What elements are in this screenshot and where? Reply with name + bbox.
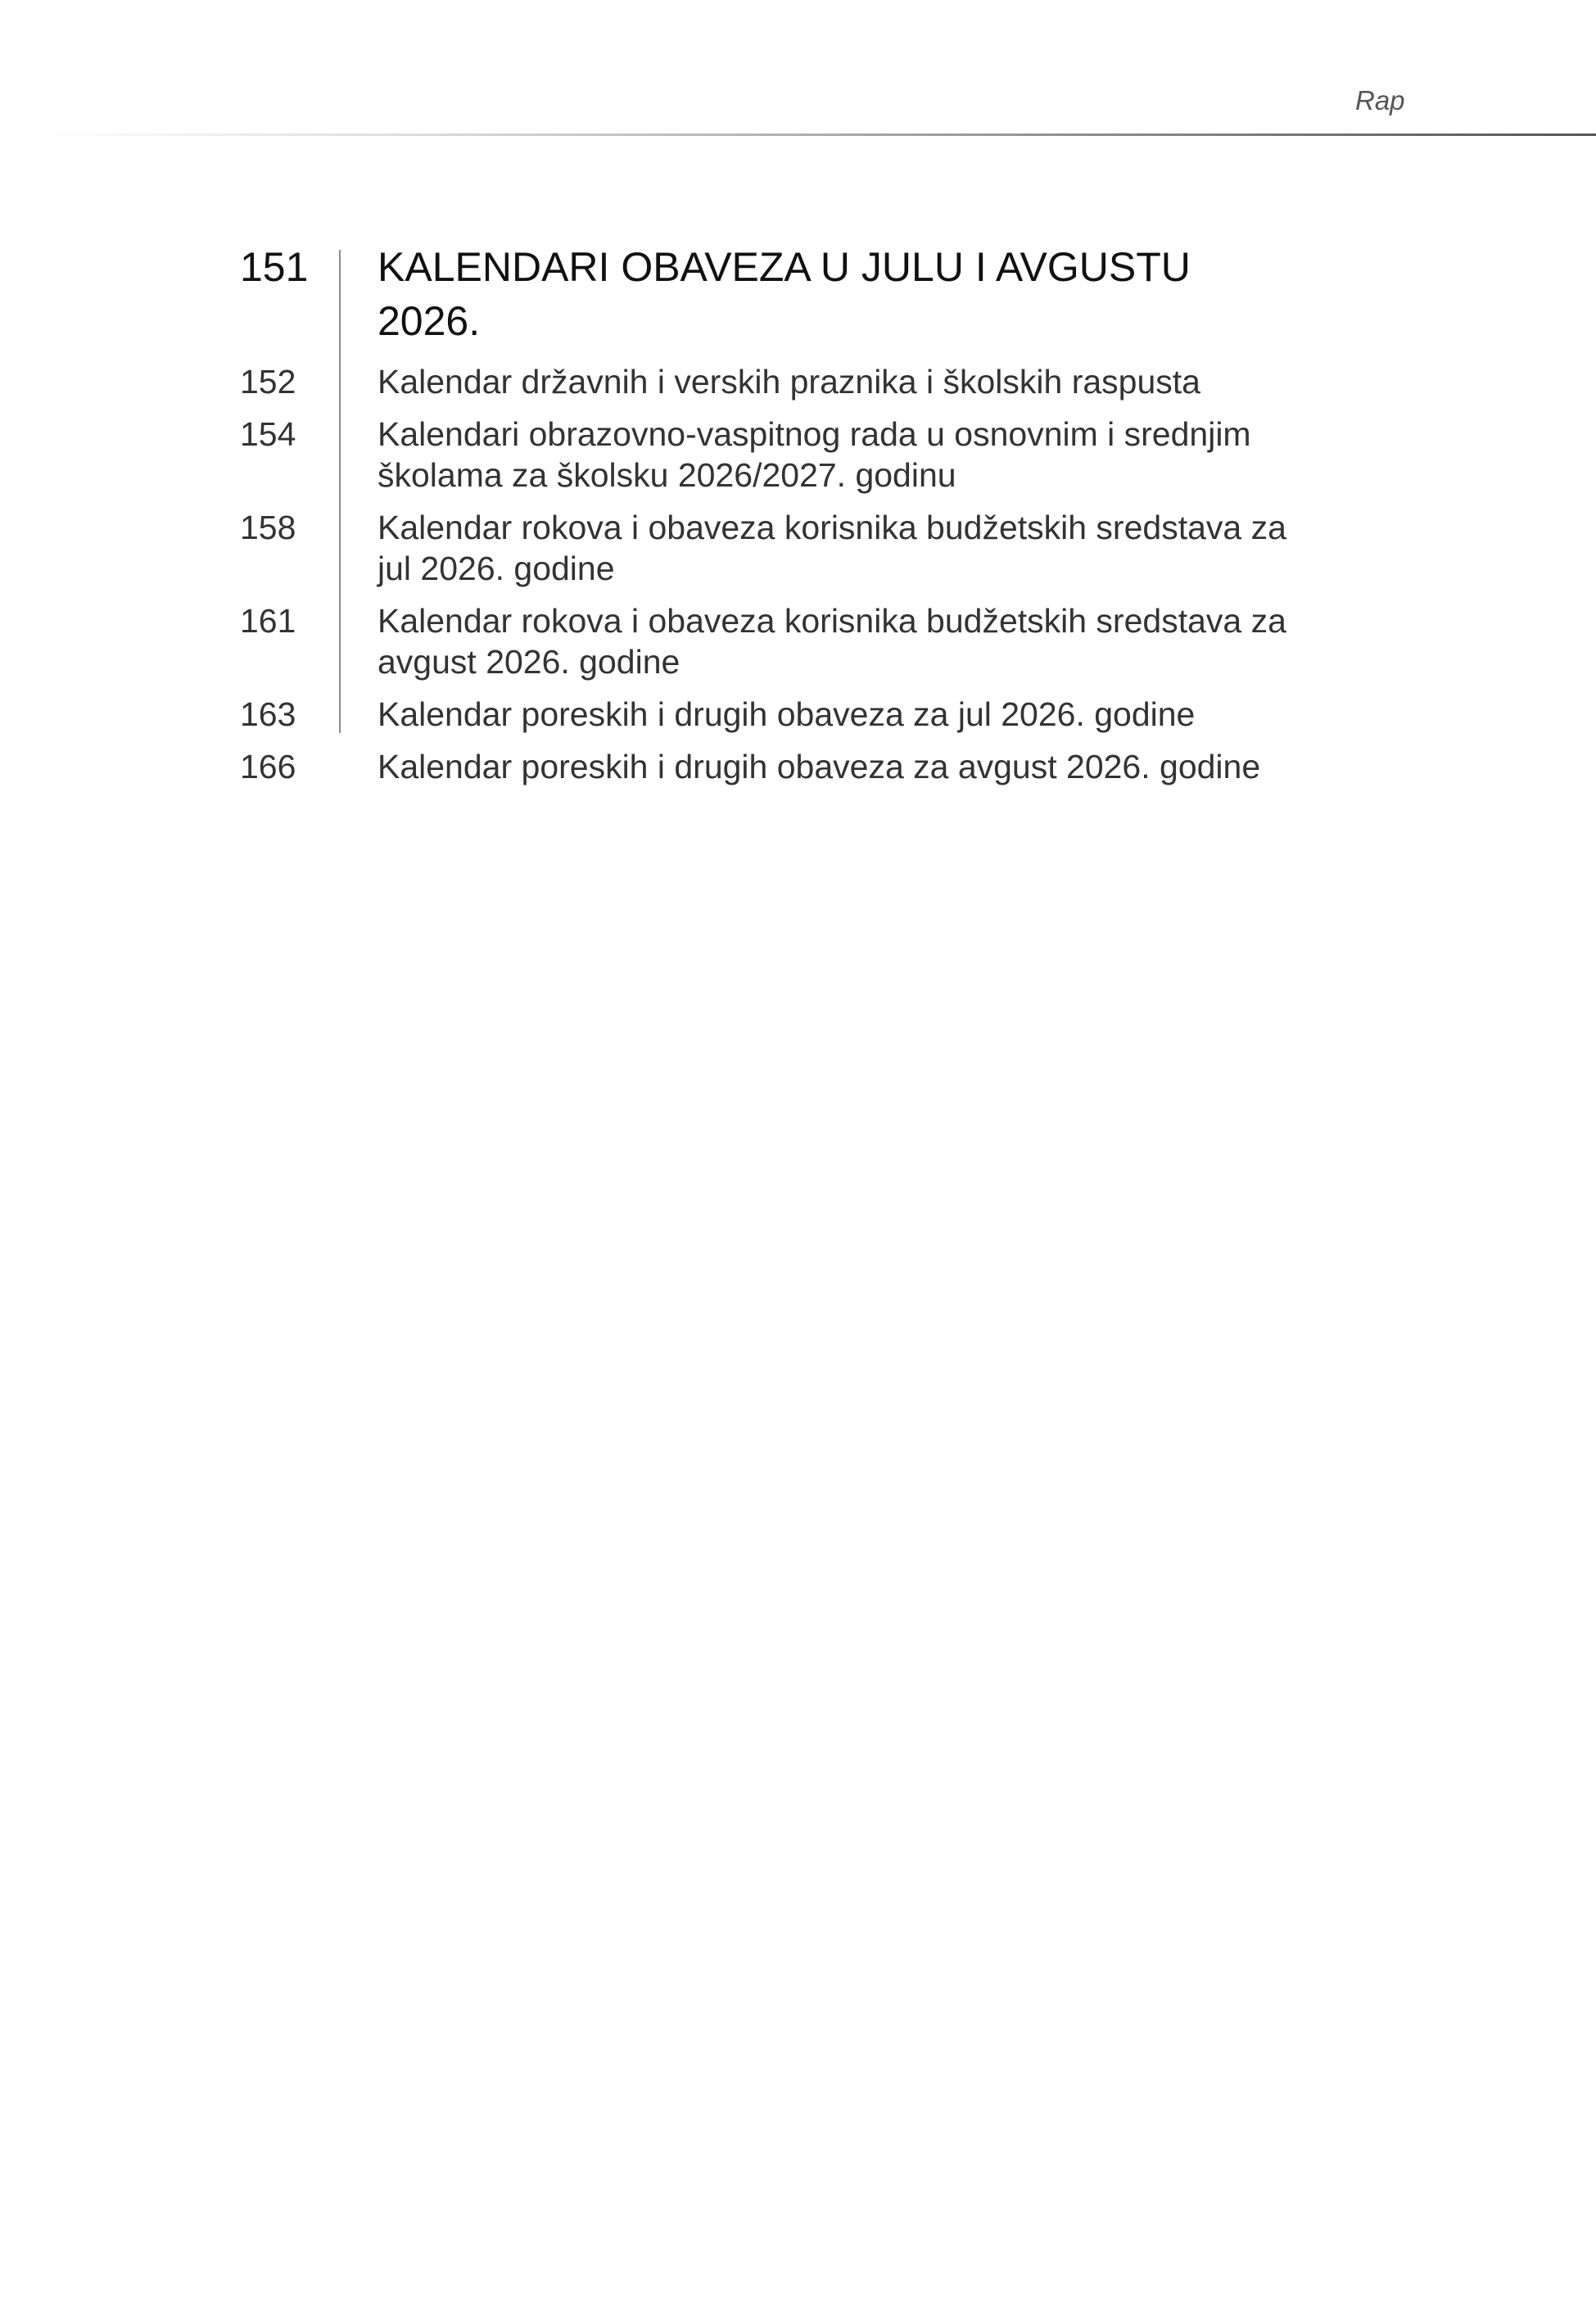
toc-page-number: 154 <box>240 415 296 453</box>
toc-entry-title: Kalendar poreskih i drugih obaveza za jul 2026. godine <box>378 695 1196 733</box>
toc-section-heading[interactable] <box>240 240 1304 348</box>
toc-entry[interactable] <box>240 361 1304 402</box>
header-rule <box>33 134 1596 136</box>
running-header: Rap <box>1355 85 1405 115</box>
toc-entry[interactable] <box>240 694 1304 735</box>
toc-page-number: 166 <box>240 748 296 785</box>
toc-entry[interactable] <box>240 414 1304 496</box>
toc-page-number: 161 <box>240 602 296 640</box>
toc-entry[interactable] <box>240 600 1304 682</box>
toc-entry-title: Kalendar rokova i obaveza korisnika budžetskih sredstava za avgust 2026. godine <box>378 602 1286 681</box>
toc-entry-title: Kalendar rokova i obaveza korisnika budžetskih sredstava za jul 2026. godine <box>378 509 1286 587</box>
toc-page-number: 151 <box>240 244 309 290</box>
toc-page-number: 158 <box>240 509 296 546</box>
toc-page-number: 163 <box>240 695 296 733</box>
toc-entry[interactable] <box>240 507 1304 589</box>
toc-entry-title: Kalendar poreskih i drugih obaveza za avgust 2026. godine <box>378 748 1261 785</box>
toc-entry-title: Kalendar državnih i verskih praznika i školskih raspusta <box>378 363 1200 401</box>
toc-entry[interactable] <box>240 746 1304 787</box>
toc-section-title: KALENDARI OBAVEZA U JULU I AVGUSTU 2026. <box>378 244 1191 344</box>
toc-page-number: 152 <box>240 363 296 401</box>
toc-divider <box>339 250 341 733</box>
toc-entry-title: Kalendari obrazovno-vaspitnog rada u osnovnim i srednjim školama za školsku 2026/2027. godinu <box>378 415 1251 494</box>
table-of-contents <box>240 240 1304 799</box>
